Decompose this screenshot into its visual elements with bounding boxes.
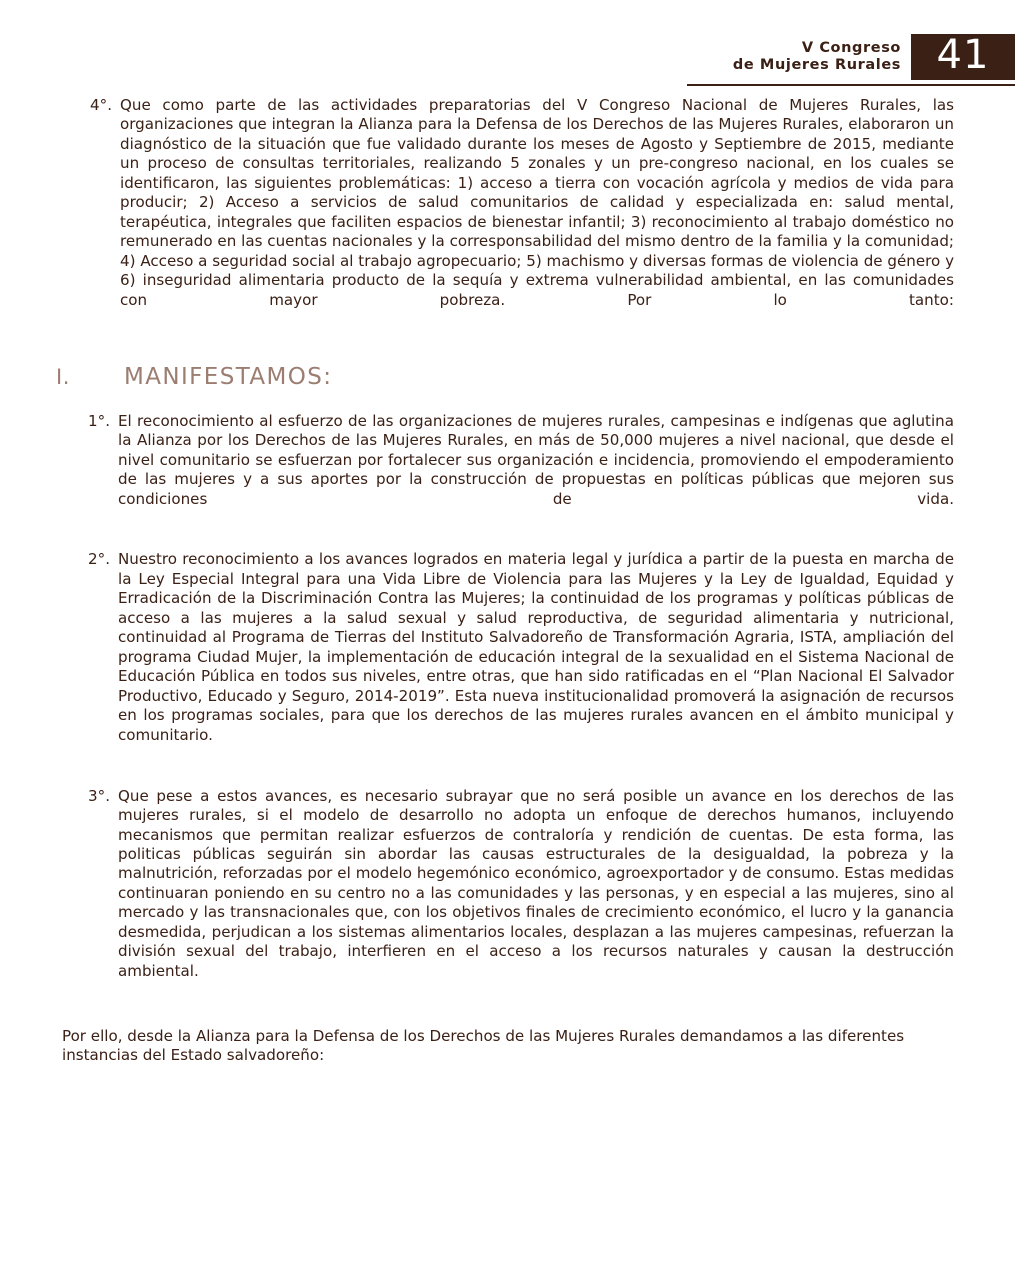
- list-item-marker: 4°.: [90, 96, 112, 114]
- header-divider-rule: [687, 84, 1015, 86]
- page-header-inner: [663, 34, 1015, 80]
- section-heading-numeral: I.: [56, 364, 70, 389]
- section-heading: [56, 364, 954, 390]
- list-item-marker: 2°.: [88, 550, 110, 569]
- section-heading-label: MANIFESTAMOS:: [124, 363, 333, 390]
- list-item-marker: 3°.: [88, 786, 110, 805]
- list-item-marker: 1°.: [88, 411, 110, 430]
- list-item-text: El reconocimiento al esfuerzo de las organizaciones de mujeres rurales, campesinas e indígenas que aglutina la Alianza por los Derechos de las Mujeres Rurales, en más de 50,000 mujeres a nivel nacional, que desde el nivel comunitario se esfuerzan por fortalecer sus organización e incidencia, promoviendo el empoderamiento de las mujeres y a sus aportes por la construcción de propuestas en políticas públicas que mejoren sus condiciones de vida.: [118, 411, 954, 508]
- list-item-2: [76, 550, 954, 764]
- list-item-text: Que como parte de las actividades preparatorias del V Congreso Nacional de Mujeres Rurales, las organizaciones que integran la Alianza para la Defensa de los Derechos de las Mujeres Rurales, elaboraron un diagnóstico de la situación que fue validado durante los meses de Agosto y Septiembre de 2015, mediante un proceso de consultas territoriales, realizando 5 zonales y un pre-congreso nacional, en los cuales se identificaron, las siguientes problemáticas: 1) acceso a tierra con vocación agrícola y medios de vida para producir; 2) Acceso a servicios de salud comunitarios de calidad y especializada en: salud mental, terapéutica, integrales que faciliten espacios de bienestar infantil; 3) reconocimiento al trabajo doméstico no remunerado en las cuentas nacionales y la corresponsabilidad del mismo dentro de la familia y la comunidad; 4) Acceso a seguridad social al trabajo agropecuario; 5) machismo y diversas formas de violencia de género y 6) inseguridad alimentaria producto de la sequía y extrema vulnerabilidad ambiental, en las comunidades con mayor pobreza. Por lo tanto:: [120, 96, 954, 309]
- list-item-text: Que pese a estos avances, es necesario subrayar que no será posible un avance en los derechos de las mujeres rurales, si el modelo de desarrollo no adopta un enfoque de derechos humanos, incluyendo mecanismos que permitan realizar esfuerzos de contraloría y rendición de cuentas. De esta forma, las politicas públicas seguirán sin abordar las causas estructurales de la desigualdad, la pobreza y la malnutrición, reforzadas por el modelo hegemónico económico, agroexportador y de consumo. Estas medidas continuaran poniendo en su centro no a las comunidades y las personas, y en especial a las mujeres, sino al mercado y las transnacionales que, con los objetivos finales de crecimiento económico, el lucro y la ganancia desmedida, perjudican a los sistemas alimentarios locales, desplazan a las mujeres campesinas, refuerzan la división sexual del trabajo, interfieren en el acceso a los recursos naturales y causan la destrucción ambiental.: [118, 786, 954, 980]
- congress-title-block: [733, 34, 911, 80]
- congress-title-line-2: de Mujeres Rurales: [732, 57, 901, 73]
- closing-paragraph: Por ello, desde la Alianza para la Defensa de los Derechos de las Mujeres Rurales demandamos a las diferentes instancias del Estado salvadoreño:: [62, 1026, 905, 1065]
- list-item-4: [76, 96, 954, 330]
- page-header: [663, 34, 1015, 90]
- list-item-3: [76, 787, 954, 1001]
- document-content: [56, 96, 954, 1066]
- page-number-label: 41: [936, 32, 990, 78]
- list-item-1: [76, 412, 954, 529]
- list-item-text: Nuestro reconocimiento a los avances logrados en materia legal y jurídica a partir de la puesta en marcha de la Ley Especial Integral para una Vida Libre de Violencia para las Mujeres y la Ley de Igualdad, Equidad y Erradicación de la Discriminación Contra las Mujeres; la continuidad de los programas y políticas públicas de acceso a las mujeres a la salud sexual y salud reproductiva, de seguridad alimentaria y nutricional, continuidad al Programa de Tierras del Instituto Salvadoreño de Transformación Agraria, ISTA, ampliación del programa Ciudad Mujer, la implementación de educación integral de la sexualidad en el Sistema Nacional de Educación Pública en todos sus niveles, entre otras, que han sido ratificadas en el “Plan Nacional El Salvador Productivo, Educado y Seguro, 2014-2019”. Esta nueva institucionalidad promoverá la asignación de recursos en los programas sociales, para que los derechos de las mujeres rurales avancen en el ámbito municipal y comunitario.: [118, 550, 954, 744]
- page-number-badge: [911, 34, 1015, 80]
- congress-title-line-1: V Congreso: [801, 39, 901, 56]
